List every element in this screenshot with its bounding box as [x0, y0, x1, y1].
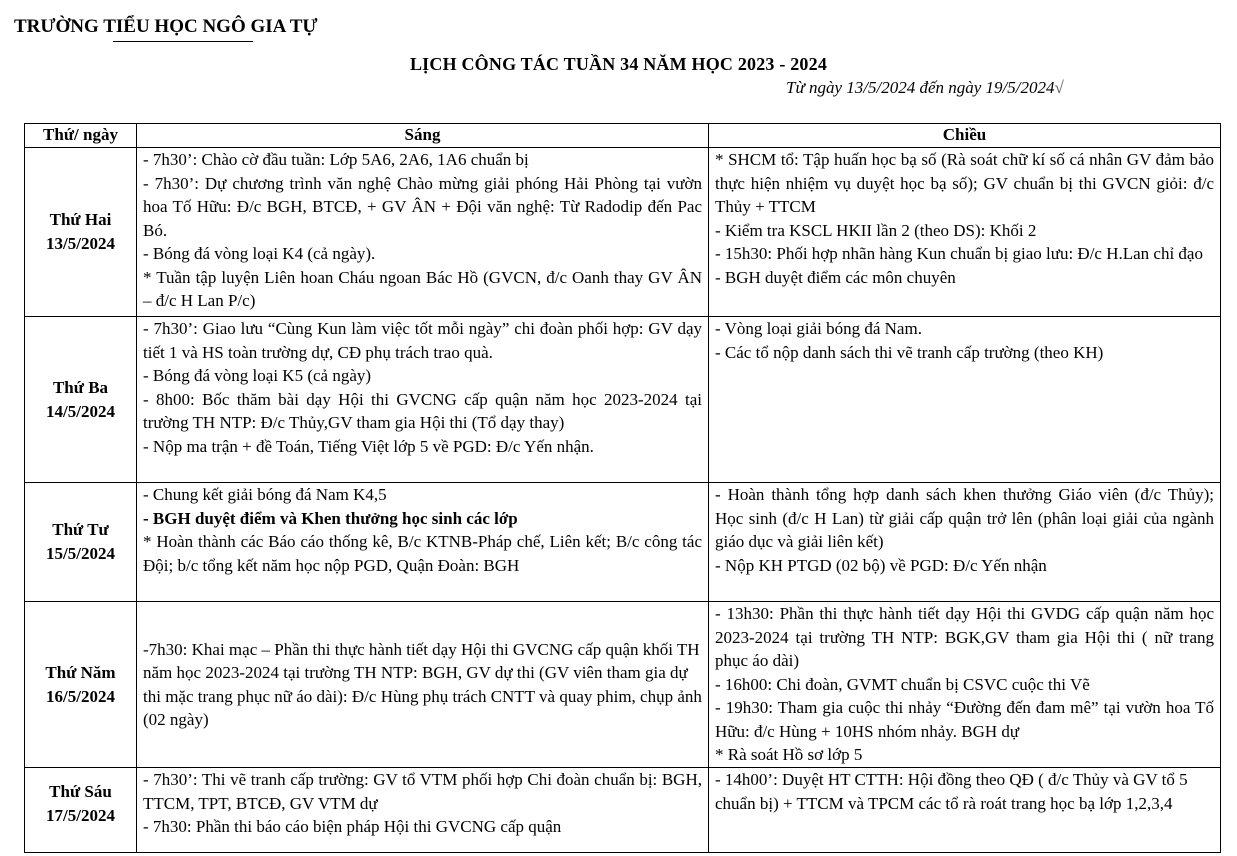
day-date: 13/5/2024	[46, 234, 115, 253]
schedule-table	[24, 123, 1221, 853]
afternoon-item: - 16h00: Chi đoàn, GVMT chuẩn bị CSVC cuộc thi Vẽ	[715, 674, 1090, 694]
table-row	[25, 768, 1221, 853]
morning-item: - 7h30’: Thi vẽ tranh cấp trường: GV tổ VTM phối hợp Chi đoàn chuẩn bị: BGH, TTCM, TPT, BTCĐ, GV VTM dự	[143, 770, 702, 813]
date-range-text: Từ ngày 13/5/2024 đến ngày 19/5/2024	[786, 78, 1055, 97]
morning-item: - 7h30’: Chào cờ đầu tuần: Lớp 5A6, 2A6, 1A6 chuẩn bị	[143, 150, 529, 169]
afternoon-item: * SHCM tổ: Tập huấn học bạ số (Rà soát chữ kí số cá nhân GV đảm bảo thực hiện nhiệm vụ duyệt học bạ số); GV chuẩn bị thi GVCN giỏi: đ/c Thủy + TTCM	[715, 150, 1214, 216]
morning-item: -7h30: Khai mạc – Phần thi thực hành tiết dạy Hội thi GVCNG cấp quận khối TH năm học 2023-2024 tại trường TH NTP: BGH, GV dự thi (GV viên tham gia dự thi mặc trang phục nữ áo dài): Đ/c Hùng phụ trách CNTT và quay phim, chụp ảnh (02 ngày)	[143, 639, 702, 729]
day-cell	[25, 317, 137, 483]
morning-item: - 7h30’: Dự chương trình văn nghệ Chào mừng giải phóng Hải Phòng tại vườn hoa Tố Hữu: Đ/c BGH, BTCĐ, + GV ÂN + Đội văn nghệ: Từ Radodip đến Pac Bó.	[143, 173, 702, 240]
afternoon-cell	[709, 148, 1221, 317]
afternoon-cell	[709, 602, 1221, 768]
mark-glyph: √	[1054, 78, 1064, 97]
day-date: 15/5/2024	[46, 544, 115, 563]
header-morning: Sáng	[137, 124, 709, 148]
table-row	[25, 148, 1221, 317]
day-date: 14/5/2024	[46, 401, 115, 421]
header-day: Thứ/ ngày	[25, 124, 137, 148]
morning-item: * Hoàn thành các Báo cáo thống kê, B/c KTNB-Pháp chế, Liên kết; B/c công tác Đội; b/c tổng kết năm học nộp PGD, Quận Đoàn: BGH	[143, 532, 702, 575]
morning-item: - Chung kết giải bóng đá Nam K4,5	[143, 485, 387, 504]
afternoon-cell	[709, 483, 1221, 602]
morning-cell	[137, 602, 709, 768]
day-name: Thứ Ba	[52, 377, 109, 397]
afternoon-item: - 15h30: Phối hợp nhãn hàng Kun chuẩn bị giao lưu: Đ/c H.Lan chỉ đạo	[715, 244, 1203, 263]
day-cell	[25, 602, 137, 768]
day-name: Thứ Tư	[52, 520, 109, 539]
afternoon-item: - Hoàn thành tổng hợp danh sách khen thưởng Giáo viên (đ/c Thủy); Học sinh (đ/c H Lan) từ giải cấp quận trở lên (phân loại giải của ngành giáo dục và giải liên kết)	[715, 485, 1214, 551]
day-date: 17/5/2024	[46, 806, 115, 825]
afternoon-item: * Rà soát Hồ sơ lớp 5	[715, 745, 863, 764]
afternoon-item: - 19h30: Tham gia cuộc thi nhảy “Đường đến đam mê” tại vườn hoa Tố Hữu: đ/c Hùng + 10HS nhóm nhảy. BGH dự	[715, 698, 1214, 741]
day-cell	[25, 148, 137, 317]
afternoon-item: - Nộp KH PTGD (02 bộ) về PGD: Đ/c Yến nhận	[715, 555, 1047, 575]
morning-item: - 8h00: Bốc thăm bài dạy Hội thi GVCNG cấp quận năm học 2023-2024 tại trường TH NTP: Đ/c Thủy,GV tham gia Hội thi (Tổ dạy thay)	[143, 389, 702, 432]
afternoon-item: - Vòng loại giải bóng đá Nam.	[715, 319, 922, 338]
document-title: LỊCH CÔNG TÁC TUẦN 34 NĂM HỌC 2023 - 2024	[409, 54, 828, 74]
afternoon-item: - Các tổ nộp danh sách thi vẽ tranh cấp trường (theo KH)	[715, 342, 1104, 362]
morning-item: * Tuần tập luyện Liên hoan Cháu ngoan Bác Hồ (GVCN, đ/c Oanh thay GV ÂN – đ/c H Lan P/c)	[143, 267, 702, 310]
school-name: TRƯỜNG TIỂU HỌC NGÔ GIA TỰ	[14, 16, 318, 37]
afternoon-item: - 14h00’: Duyệt HT CTTH: Hội đồng theo QĐ ( đ/c Thủy và GV tổ 5 chuẩn bị) + TTCM và TPCM các tổ rà roát trang học bạ lớp 1,2,3,4	[715, 770, 1188, 813]
morning-cell	[137, 148, 709, 317]
morning-item: - Bóng đá vòng loại K5 (cả ngày)	[143, 366, 372, 385]
day-date: 16/5/2024	[46, 686, 115, 706]
morning-item: - Bóng đá vòng loại K4 (cả ngày).	[143, 244, 376, 263]
morning-item: - 7h30: Phần thi báo cáo biện pháp Hội thi GVCNG cấp quận	[143, 817, 562, 836]
table-row	[25, 483, 1221, 602]
day-cell	[25, 768, 137, 853]
afternoon-cell	[709, 317, 1221, 483]
day-cell	[25, 483, 137, 602]
afternoon-item: - BGH duyệt điểm các môn chuyên	[715, 267, 956, 287]
day-name: Thứ Hai	[49, 210, 112, 229]
school-name-underline	[113, 41, 253, 42]
afternoon-item: - Kiểm tra KSCL HKII lần 2 (theo DS): Khối 2	[715, 220, 1037, 240]
table-row	[25, 317, 1221, 483]
table-header-row	[25, 124, 1221, 148]
morning-item: - Nộp ma trận + đề Toán, Tiếng Việt lớp 5 về PGD: Đ/c Yến nhận.	[143, 436, 594, 456]
morning-cell	[137, 317, 709, 483]
morning-cell	[137, 483, 709, 602]
day-name: Thứ Năm	[45, 662, 116, 682]
date-range	[786, 78, 1064, 98]
morning-cell	[137, 768, 709, 853]
morning-item: - 7h30’: Giao lưu “Cùng Kun làm việc tốt mỗi ngày” chi đoàn phối hợp: GV dạy tiết 1 và HS toàn trường dự, CĐ phụ trách trao quà.	[143, 319, 702, 362]
afternoon-item: - 13h30: Phần thi thực hành tiết dạy Hội thi GVDG cấp quận năm học 2023-2024 tại trường TH NTP: BGK,GV tham gia Hội thi ( nữ trang phục áo dài)	[715, 604, 1214, 670]
table-row	[25, 602, 1221, 768]
morning-item-highlight: - BGH duyệt điểm và Khen thưởng học sinh các lớp	[143, 508, 518, 528]
day-name: Thứ Sáu	[49, 782, 112, 801]
header-afternoon: Chiều	[709, 124, 1221, 148]
afternoon-cell	[709, 768, 1221, 853]
